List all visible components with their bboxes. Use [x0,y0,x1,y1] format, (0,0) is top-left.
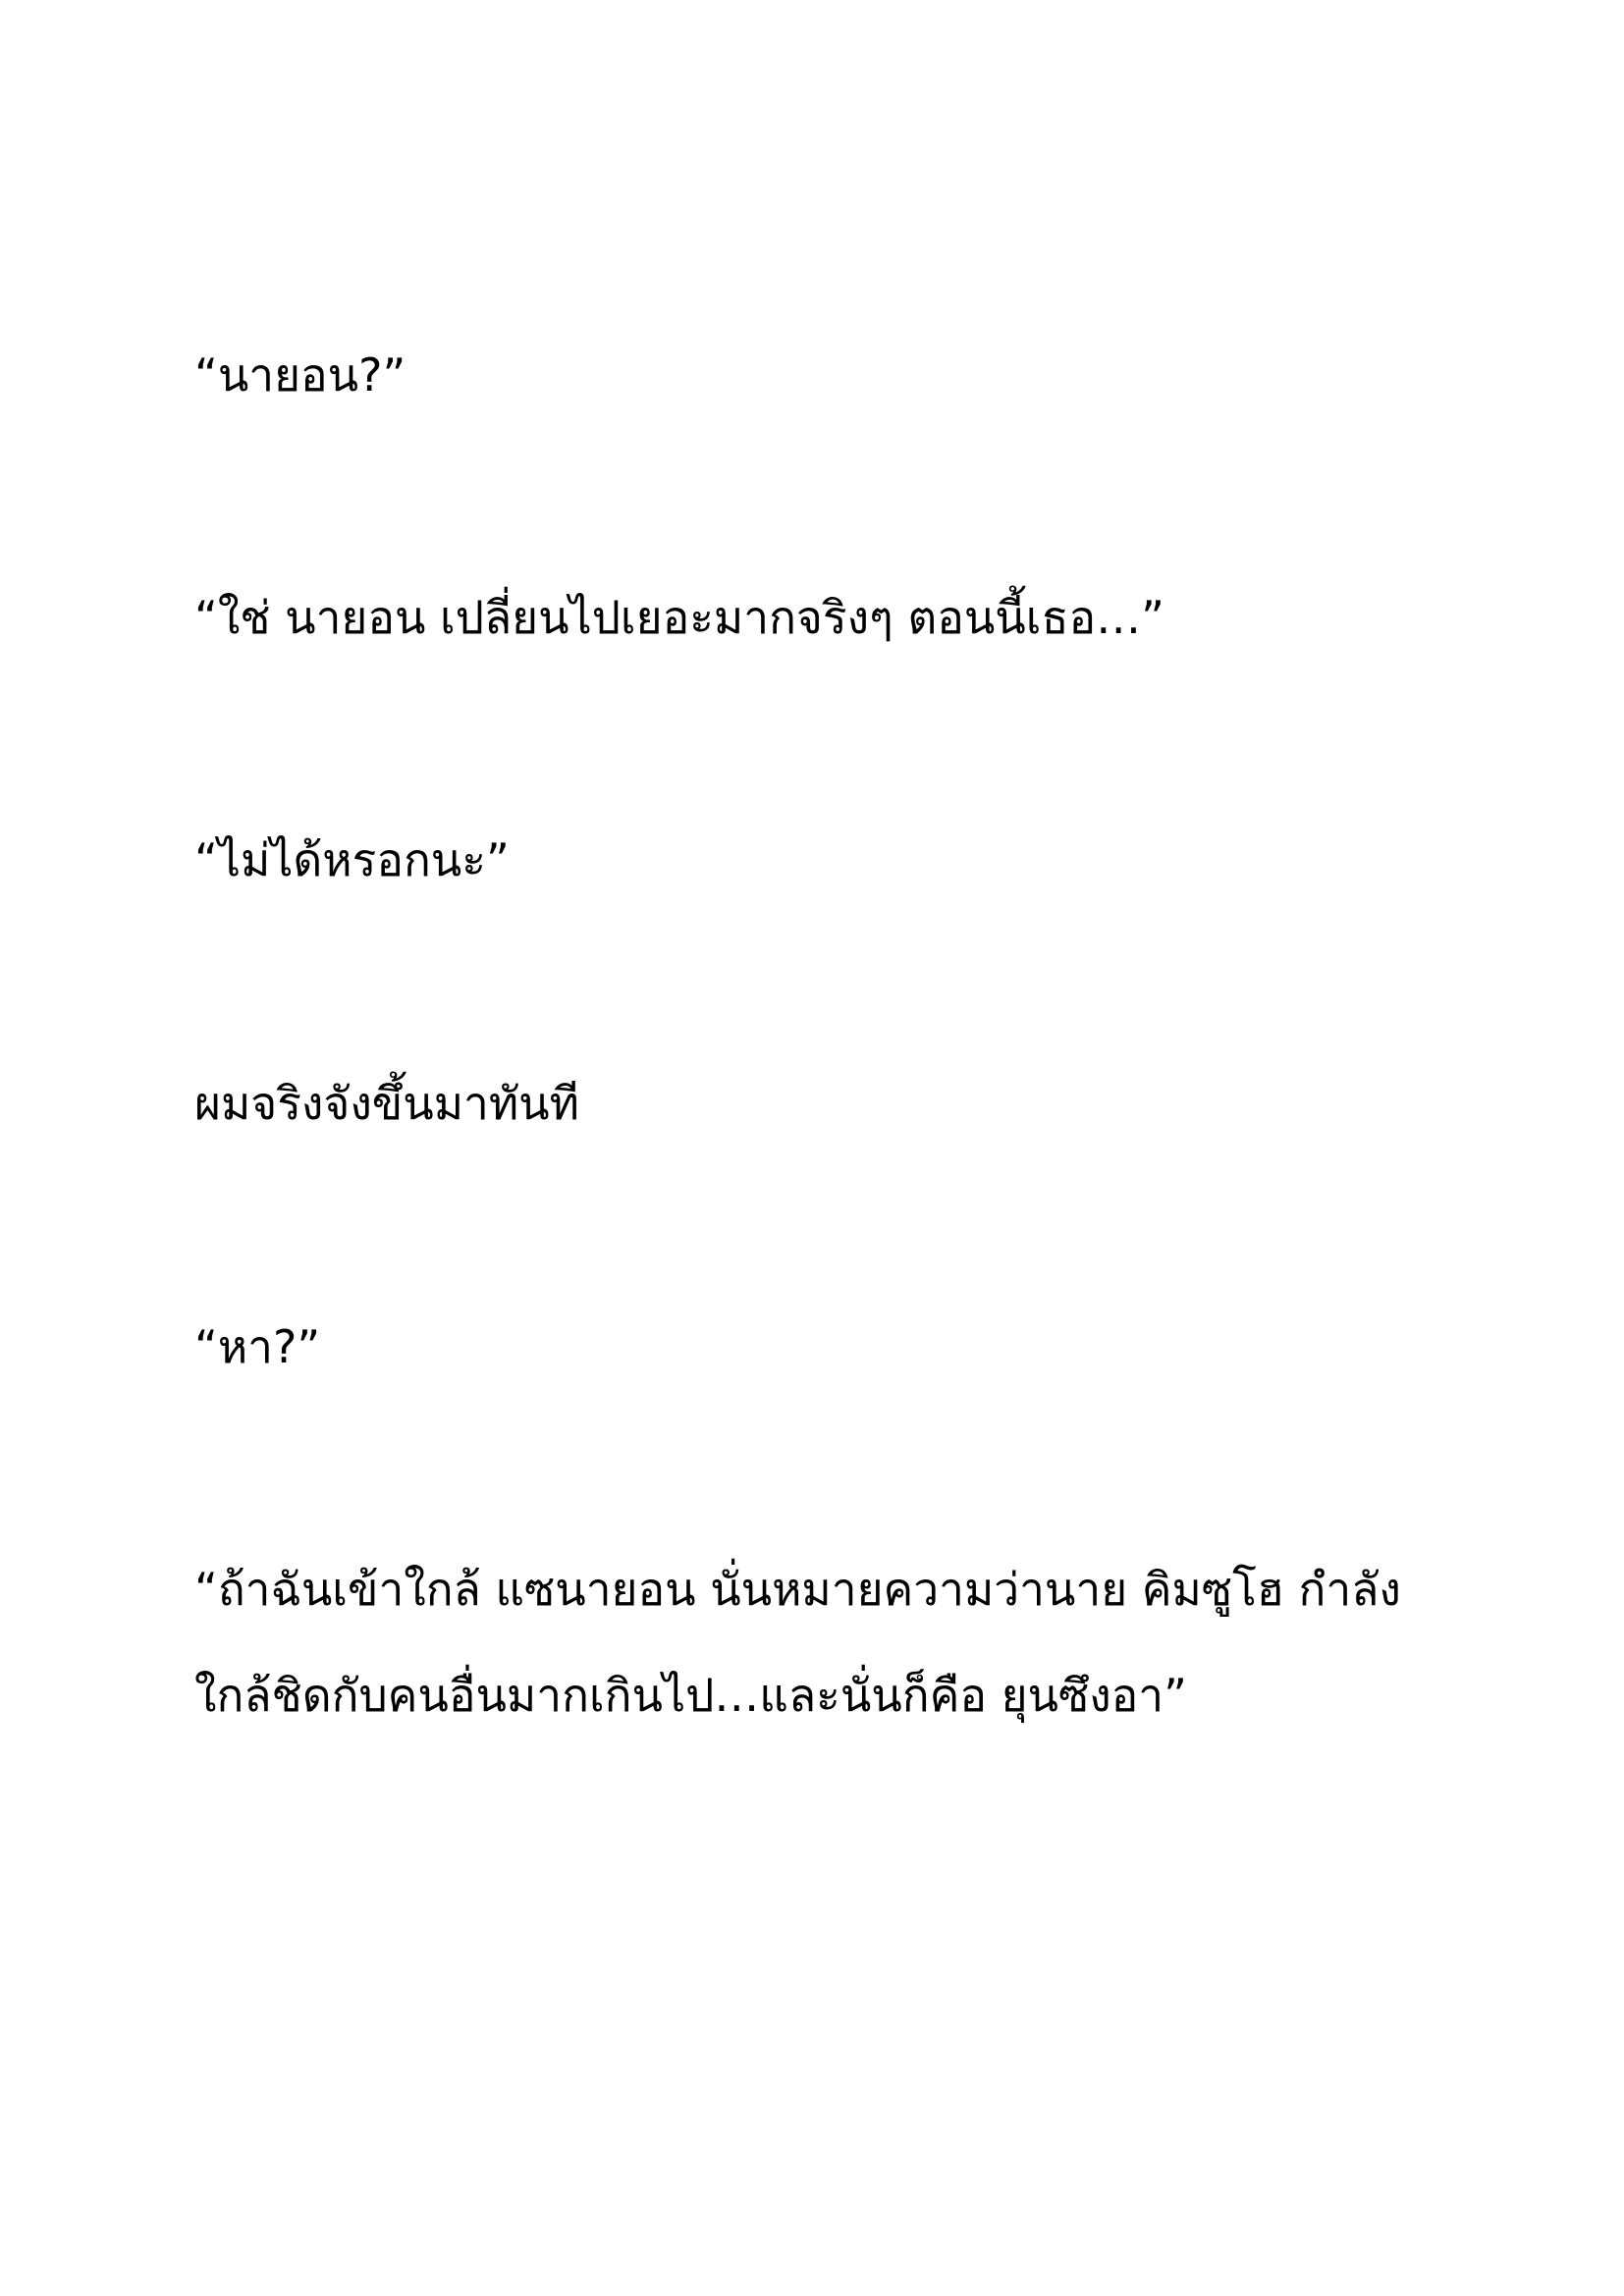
paragraph-2 [194,564,1451,670]
paragraph-6 [194,1536,1451,1748]
paragraph-line: “ใช่ นายอน เปลี่ยนไปเยอะมากจริงๆ ตอนนี้เธอ…” [194,591,1165,644]
paragraph-4 [194,1050,1451,1156]
paragraph-1 [194,322,1451,428]
paragraph-line: “หา?” [194,1320,321,1373]
paragraph-line: “ไม่ได้หรอกนะ” [194,833,510,886]
paragraph-line: “ถ้าฉันเข้าใกล้ แซนายอน นั่นหมายความว่านาย คิมซูโฮ กำลัง [194,1563,1401,1616]
paragraph-5 [194,1294,1451,1400]
paragraph-line: ผมจริงจังขึ้นมาทันที [194,1077,579,1130]
paragraph-line: “นายอน?” [194,348,406,401]
paragraph-line: ใกล้ชิดกับคนอื่นมากเกินไป…และนั่นก็คือ ยุนซึงอา” [194,1669,1187,1722]
paragraph-3 [194,807,1451,913]
